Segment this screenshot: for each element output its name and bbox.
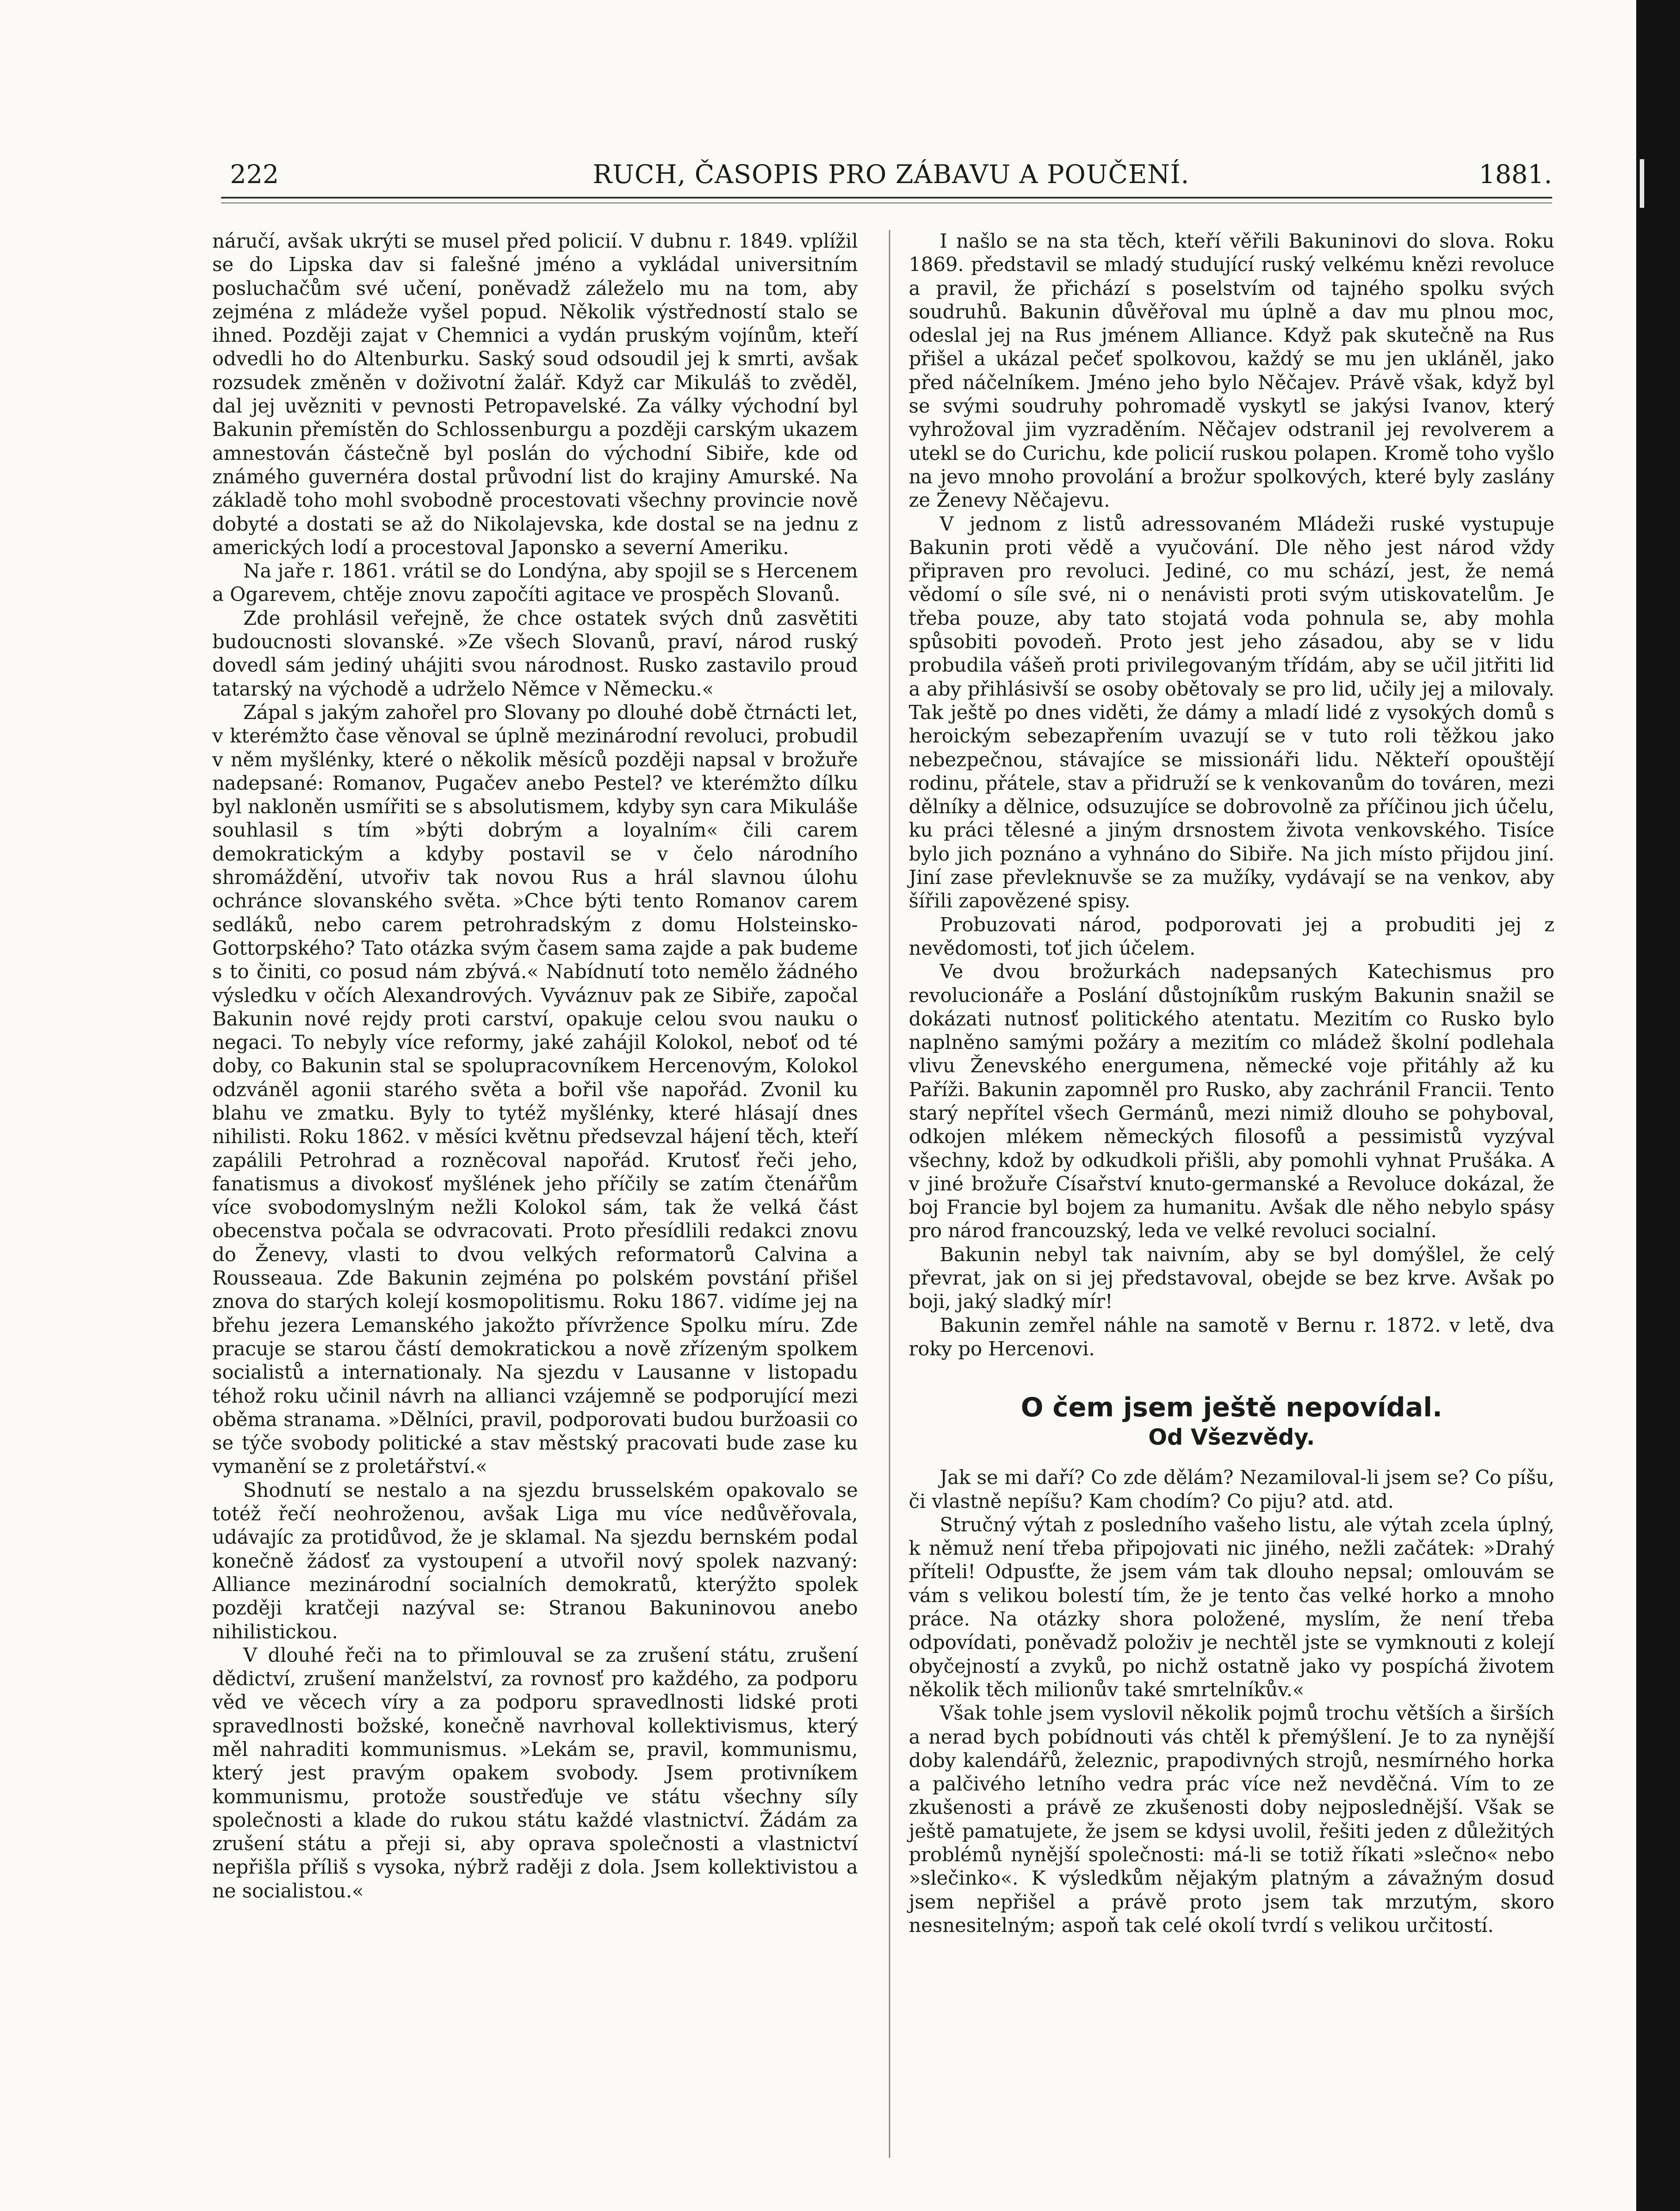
- right-paragraph: Ve dvou brožurkách nadepsaných Katechismus pro revolucionáře a Poslání důstojníkům ruským Bakunin snažil se dokázati nutnosť politického atentatu. Mezitím co Rusko bylo naplněno samými požáry a mezitím co mládež školní podlehala vlivu Ženevského energumena, německé voje přitáhly až ku Paříži. Bakunin zapomněl pro Rusko, aby zachránil Francii. Tento starý nepřítel všech Germánů, mezi nimiž dlouho se pohyboval, odkojen mlékem německých filosofů a pessimistů vyzýval všechny, kdož by odkudkoli přišli, aby pomohli vyhnat Prušáka. A v jiné brožuře Císařství knuto-germanské a Revoluce dokázal, že boj Francie byl bojem za humanitu. Avšak dle něho nebylo spásy pro národ francouzský, leda ve velké revoluci socialní.: [909, 961, 1554, 1243]
- journal-title: RUCH, ČASOPIS PRO ZÁBAVU A POUČENÍ.: [593, 159, 1190, 189]
- scan-edge: [1636, 0, 1680, 2211]
- left-paragraph: Zde prohlásil veřejně, že chce ostatek svých dnů zasvětiti budoucnosti slovanské. »Ze všech Slovanů, praví, národ ruský dovedl sám jediný uhájiti svou národnost. Rusko zastavilo proud tatarský na východě a udrželo Němce v Německu.«: [212, 607, 858, 700]
- header-rule: [221, 197, 1552, 199]
- right-paragraph: Bakunin nebyl tak naivním, aby se byl domýšlel, že celý převrat, jak on si jej představoval, obejde se bez krve. Avšak po boji, jaký sladký mír!: [909, 1243, 1554, 1313]
- year: 1881.: [1478, 159, 1552, 189]
- left-paragraph: Shodnutí se nestalo a na sjezdu brusselském opakovalo se totéž řečí neohroženou, avšak Liga mu více nedůvěřovala, udávajíc za protidůvod, že je sklamal. Na sjezdu bernském podal konečně žádosť za vystoupení a utvořil nový spolek nazvaný: Alliance mezinárodní socialních demokratů, kterýžto spolek později kratčeji nazýval se: Stranou Bakuninovou anebo nihilistickou.: [212, 1479, 858, 1643]
- right-column: [909, 230, 1554, 1938]
- article-paragraph: Stručný výtah z posledního vašeho listu, ale výtah zcela úplný, k němuž není třeba připojovati nic jiného, nežli začátek: »Drahý příteli! Odpusťte, že jsem vám tak dlouho nepsal; omlouvám se vám s velikou bolestí tím, že je tento čas velké horko a mnoho práce. Na otázky shora položené, myslím, že není třeba odpovídati, poněvadž položiv je nechtěl jste se vymknouti z kolejí obyčejností a zvyků, po nichž ostatně jako vy pospíchá životem několik těch milionův také smrtelníkův.«: [909, 1514, 1554, 1701]
- left-column: [212, 230, 858, 1903]
- left-paragraph: náručí, avšak ukrýti se musel před policií. V dubnu r. 1849. vplížil se do Lipska dav si falešné jméno a vykládal universitním posluchačům své učení, poněvadž záleželo mu na tom, aby zejména z mládeže vyšel popud. Několik výstředností stalo se ihned. Později zajat v Chemnici a vydán pruským vojínům, kteří odvedli ho do Altenburku. Saský soud odsoudil jej k smrti, avšak rozsudek změněn v doživotní žalář. Když car Mikuláš to zvěděl, dal jej uvězniti v pevnosti Petropavelské. Za války východní byl Bakunin přemístěn do Schlossenburgu a později carským ukazem amnestován částečně byl poslán do východní Sibiře, kde od známého guvernéra dostal průvodní list do krajiny Amurské. Na základě toho mohl svobodně procestovati všechny provincie nově dobyté a dostati se až do Nikolajevska, kde dostal se na jednu z amerických lodí a procestoval Japonsko a severní Ameriku.: [212, 230, 858, 559]
- article-paragraph: Však tohle jsem vyslovil několik pojmů trochu větších a širších a nerad bych pobídnouti vás chtěl k přemýšlení. Je to za nynější doby kalendářů, železnic, prapodivných strojů, nesmírného horka a palčivého letního vedra prác více než nevděčná. Vím to ze zkušenosti a právě ze zkušenosti doby nejposlednější. Však se ještě pamatujete, že jsem se kdysi uvolil, řešiti jeden z důležitých problémů nynější společnosti: má-li se totiž říkati »slečno« nebo »slečinko«. K výsledkům nějakým platným a závažným dosud jsem nepřišel a právě proto jsem tak mrzutým, skoro nesnesitelným; aspoň tak celé okolí tvrdí s velikou určitostí.: [909, 1702, 1554, 1937]
- article-title: O čem jsem ještě nepovídal.: [1021, 1392, 1443, 1423]
- page-number: 222: [230, 159, 279, 189]
- right-paragraph: Probuzovati národ, podporovati jej a probuditi jej z nevědomosti, toť jich účelem.: [909, 914, 1554, 960]
- scan-edge-mark: [1640, 159, 1644, 208]
- running-header: [230, 159, 1552, 199]
- article-paragraph: Jak se mi daří? Co zde dělám? Nezamiloval-li jsem se? Co píšu, či vlastně nepíšu? Kam chodím? Co piju? atd. atd.: [909, 1467, 1554, 1513]
- left-paragraph: Zápal s jakým zahořel pro Slovany po dlouhé době čtrnácti let, v kterémžto čase věnoval se úplně mezinárodní revoluci, probudil v něm myšlénky, které o několik měsíců později napsal v brožuře nadepsané: Romanov, Pugačev anebo Pestel? ve kterémžto dílku byl nakloněn usmířiti se s absolutismem, kdyby syn cara Mikuláše souhlasil s tím »býti dobrým a loyalním« čili carem demokratickým a kdyby postavil se v čelo národního shromáždění, utvořiv tak novou Rus a hrál slavnou úlohu ochránce slovanského světa. »Chce býti tento Romanov carem sedláků, nebo carem petrohradským z domu Holsteinsko-Gottorpského? Tato otázka svým časem sama zajde a pak budeme s to činiti, co posud nám zbývá.« Nabídnutí toto nemělo žádného výsledku v očích Alexandrových. Vyváznuv pak ze Sibiře, započal Bakunin nové rejdy proti carství, opakuje celou svou nauku o negaci. To nebyly více reformy, jaké zahájil Kolokol, neboť od té doby, co Bakunin stal se spolupracovníkem Hercenovým, Kolokol odzváněl agonii starého světa a bořil vše napořád. Zvonil ku blahu ve zmatku. Byly to tytéž myšlénky, které hlásají dnes nihilisti. Roku 1862. v měsíci květnu předsevzal hájení těch, kteří zapálili Petrohrad a rozněcoval napořád. Krutosť řeči jeho, fanatismus a divokosť myšlének jeho příčily se zatím čtenářům více svobodomyslným nežli Kolokol sám, tak že velká část obecenstva počala se odvracovati. Proto přesídlili redakci znovu do Ženevy, vlasti to dvou velkých reformatorů Calvina a Rousseaua. Zde Bakunin zejména po polském povstání přišel znova do starých kolejí kosmopolitismu. Roku 1867. vidíme jej na břehu jezera Lemanského jakožto přívržence Spolku míru. Zde pracuje se starou částí demokratickou a nově zřízeným spolkem socialistů a internationaly. Na sjezdu v Lausanne v listopadu téhož roku učinil návrh na allianci vzájemně se podporující mezi oběma stranama. »Dělníci, pravil, podporovati budou buržoasii co se týče svobody politické a stav městský pracovati bude zase ku vymanění se z proletářství.«: [212, 701, 858, 1478]
- right-paragraph: I našlo se na sta těch, kteří věřili Bakuninovi do slova. Roku 1869. představil se mladý studující ruský velkému knězi revoluce a pravil, že přichází s poselstvím od tajného spolku svých soudruhů. Bakunin důvěřoval mu úplně a dav mu plnou moc, odeslal jej na Rus jménem Alliance. Když pak skutečně na Rus přišel a ukázal pečeť spolkovou, každý se mu jen ukláněl, jako před náčelníkem. Jméno jeho bylo Něčajev. Právě však, když byl se svými soudruhy pohromadě vyskytl se jakýsi Ivanov, který vyhrožoval jim vyzraděním. Něčajev odstranil jej revolverem a utekl se do Curichu, kde policií ruskou polapen. Kromě toho vyšlo na jevo mnoho provolání a brožur spolkových, které byly zaslány ze Ženevy Něčajevu.: [909, 230, 1554, 512]
- right-paragraph: Bakunin zemřel náhle na samotě v Bernu r. 1872. v letě, dva roky po Hercenovi.: [909, 1314, 1554, 1360]
- article-byline: Od Všezvědy.: [1148, 1424, 1315, 1450]
- right-paragraph: V jednom z listů adressovaném Mládeži ruské vystupuje Bakunin proti vědě a vyučování. Dle něho jest národ vždy připraven pro revoluci. Jediné, co mu schází, jest, že nemá vědomí o síle své, ni o nenávisti proti svým utiskovatelům. Je třeba pouze, aby tato stojatá voda pohnula se, aby mohla spůsobiti povodeň. Proto jest jeho zásadou, aby se v lidu probudila vášeň proti privilegovaným třídám, aby se učil jitřiti lid a aby přihlásivší se osoby obětovaly se pro lid, učily jej a milovaly. Tak ještě po dnes viděti, že dámy a mladí lidé z vysokých domů s heroickým sebezapřením uvazují se v tuto roli těžkou jako nebezpečnou, stávajíce se missionáři lidu. Někteří opouštějí rodinu, přátele, stav a přidruží se k venkovanům do továren, mezi dělníky a dělnice, odsuzujíce se dobrovolně za příčinou jich účelu, ku práci tělesné a jiným drsnostem života venkovského. Tisíce bylo jich poznáno a vyhnáno do Sibiře. Na jich místo přijdou jiní. Jiní zase převleknuvše se za mužíky, vydávají se na venkov, aby šířili zapovězené spisy.: [909, 513, 1554, 913]
- column-divider: [889, 230, 890, 2158]
- left-paragraph: Na jaře r. 1861. vrátil se do Londýna, aby spojil se s Hercenem a Ogarevem, chtěje znovu započíti agitace ve prospěch Slovanů.: [212, 560, 858, 606]
- left-paragraph: V dlouhé řeči na to přimlouval se za zrušení státu, zrušení dědictví, zrušení manželství, za rovnosť pro každého, za podporu věd ve věcech víry a za podporu spravedlnosti lidské proti spravedlnosti božské, konečně navrhoval kollektivismus, který měl nahraditi kommunismus. »Lekám se, pravil, kommunismu, který jest pravým opakem svobody. Jsem protivníkem kommunismu, protože soustřeďuje ve státu všechny síly společnosti a klade do rukou státu každé vlastnictví. Žádám za zrušení státu a přeji si, aby oprava společnosti a vlastnictví nepřišla příliš s vysoka, nýbrž raději z dola. Jsem kollektivistou a ne socialistou.«: [212, 1644, 858, 1902]
